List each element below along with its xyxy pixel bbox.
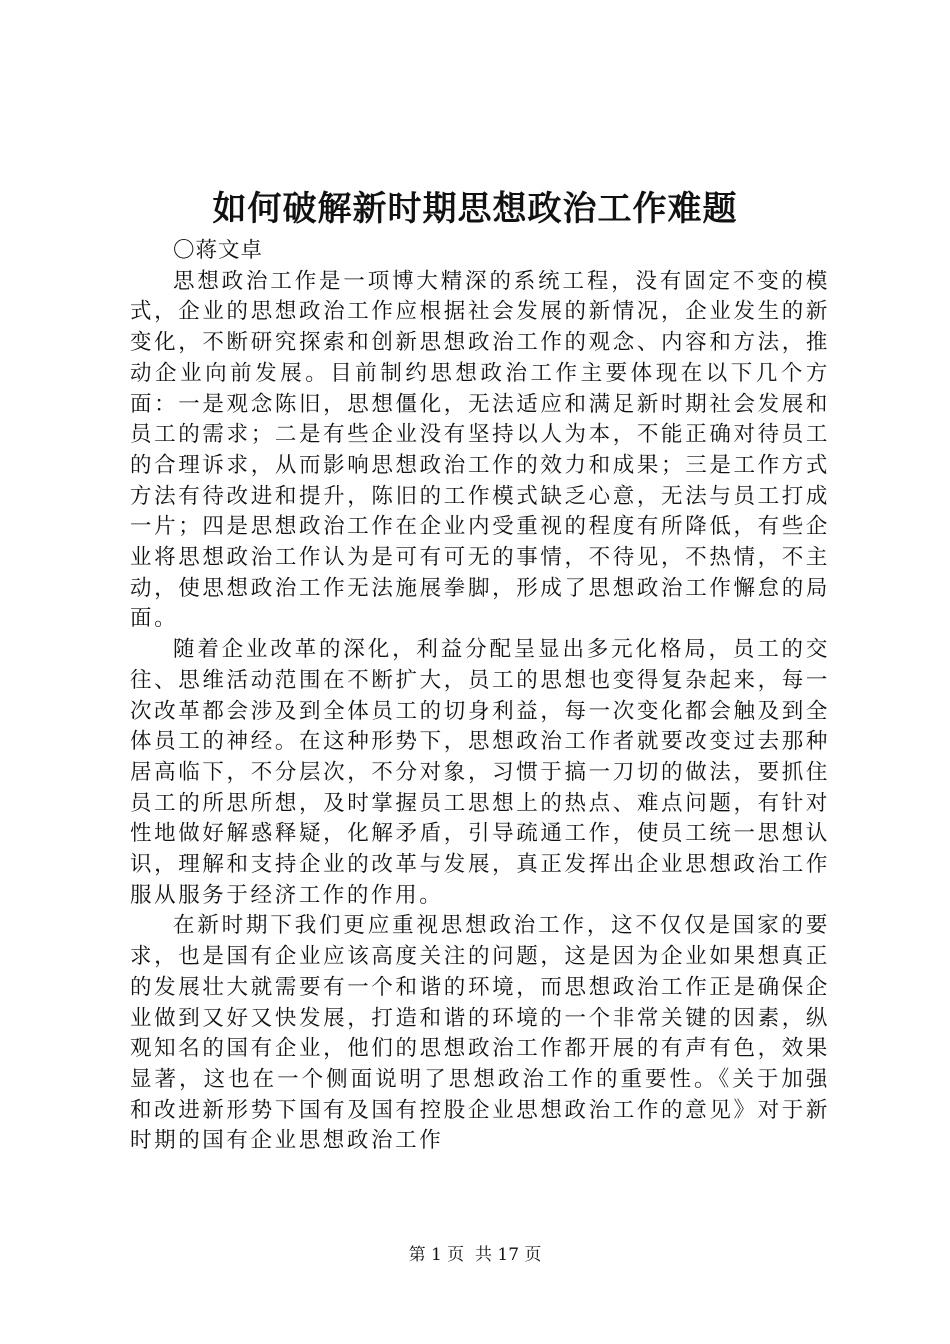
paragraph-3: 在新时期下我们更应重视思想政治工作，这不仅仅是国家的要求，也是国有企业应该高度关注的问题，这是因为企业如果想真正的发展壮大就需要有一个和谐的环境，而思想政治工作正是确保企业做到又好又快发展，打造和谐的环境的一个非常关键的因素，纵观知名的国有企业，他们的思想政治工作都开展的有声有色，效果显著，这也在一个侧面说明了思想政治工作的重要性。《关于加强和改进新形势下国有及国有控股企业思想政治工作的意见》对于新时期的国有企业思想政治工作 [130, 913, 830, 1154]
page-number-label: 第 1 页 共 17 页 [408, 1245, 542, 1265]
document-body [130, 236, 830, 1157]
paragraph-1: 思想政治工作是一项博大精深的系统工程，没有固定不变的模式，企业的思想政治工作应根据社会发展的新情况，企业发生的新变化，不断研究探索和创新思想政治工作的观念、内容和方法，推动企业向前发展。目前制约思想政治工作主要体现在以下几个方面：一是观念陈旧，思想僵化，无法适应和满足新时期社会发展和员工的需求；二是有些企业没有坚持以人为本，不能正确对待员工的合理诉求，从而影响思想政治工作的效力和成果；三是工作方式方法有待改进和提升，陈旧的工作模式缺乏心意，无法与员工打成一片；四是思想政治工作在企业内受重视的程度有所降低，有些企业将思想政治工作认为是可有可无的事情，不待见，不热情，不主动，使思想政治工作无法施展拳脚，形成了思想政治工作懈怠的局面。 [130, 268, 830, 632]
document-title: 如何破解新时期思想政治工作难题 [212, 189, 738, 229]
paragraph-2: 随着企业改革的深化，利益分配呈显出多元化格局，员工的交往、思维活动范围在不断扩大，员工的思想也变得复杂起来，每一次改革都会涉及到全体员工的切身利益，每一次变化都会触及到全体员工的神经。在这种形势下，思想政治工作者就要改变过去那种居高临下，不分层次，不分对象，习惯于搞一刀切的做法，要抓住员工的所思所想，及时掌握员工思想上的热点、难点问题，有针对性地做好解惑释疑，化解矛盾，引导疏通工作，使员工统一思想认识，理解和支持企业的改革与发展，真正发挥出企业思想政治工作服从服务于经济工作的作用。 [130, 637, 830, 908]
author-line: 〇蒋文卓 [173, 238, 264, 263]
page-footer [0, 1243, 950, 1267]
